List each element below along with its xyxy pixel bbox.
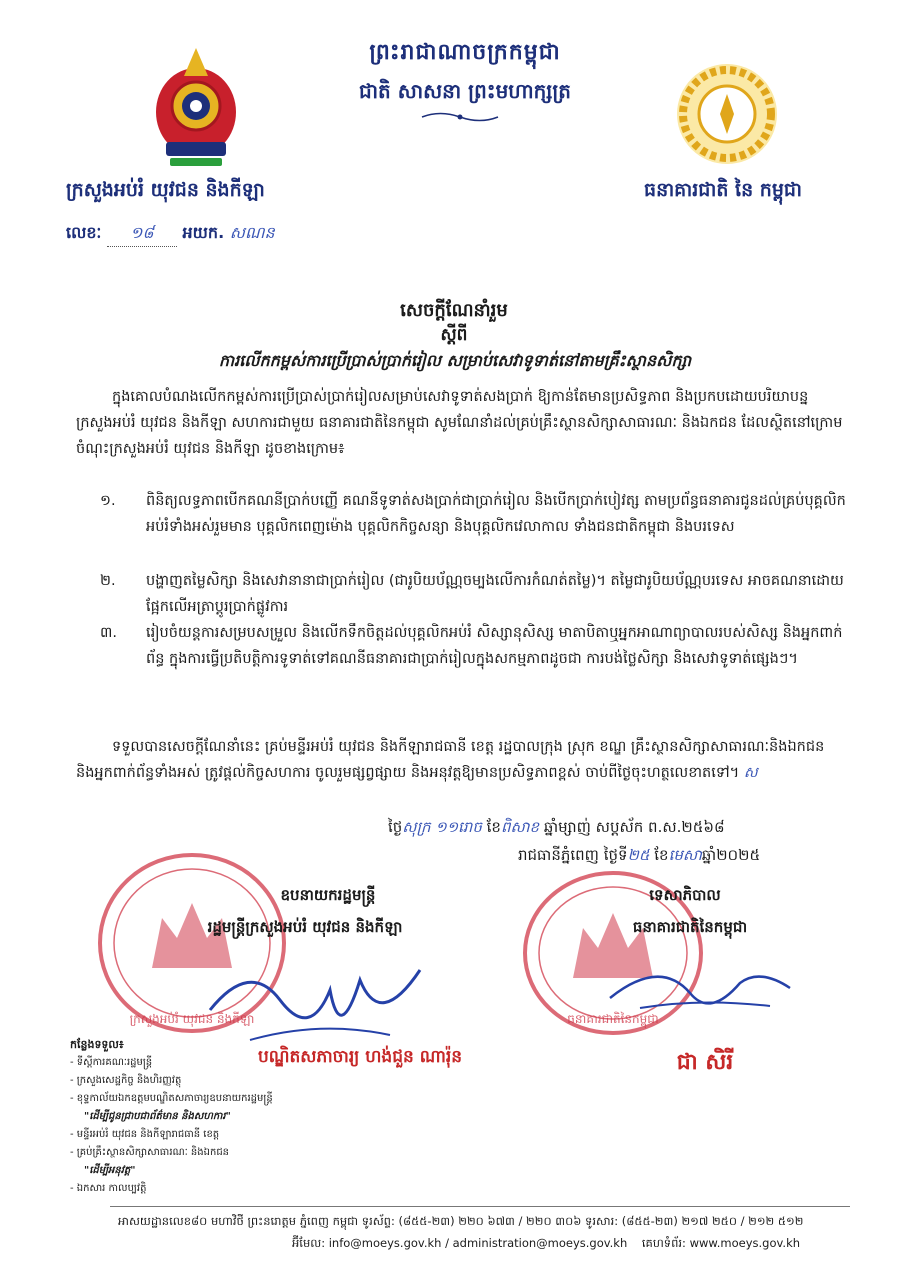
recipient-purpose: "ដើម្បីជូនជ្រាបជាព័ត៌មាន និងសហការ" xyxy=(84,1111,231,1122)
ref-code: សណន xyxy=(229,223,275,242)
right-seal-text: ធនាគារជាតិនៃកម្ពុជា xyxy=(567,1012,659,1026)
solar-day: ២៥ xyxy=(627,846,650,864)
initial-mark: ស xyxy=(743,765,758,781)
recipients-header: កន្លែងទទួល៖ xyxy=(70,1038,124,1051)
lunar-month-label: ខែ xyxy=(486,818,501,836)
website-label: គេហទំព័រ: xyxy=(641,1236,686,1250)
governor-signature-icon xyxy=(600,948,800,1028)
left-signatory-position: រដ្ឋមន្ត្រីក្រសួងអប់រំ យុវជន និងកីឡា xyxy=(207,918,403,936)
lunar-date-prefix: ថ្ងៃ xyxy=(388,818,403,836)
item-text: បង្ហាញតម្លៃសិក្សា និងសេវានានាជាប្រាក់រៀល (ជារូបិយប័ណ្ណចម្បងលើការកំណត់តម្លៃ)។ តម្លៃជារូបិយប័ណ្ណបរទេស អាចគណនាដោយផ្អែកលើអត្រាប្តូរប្រាក់ផ្លូវការ xyxy=(146,573,844,615)
right-signatory-position: ធនាគារជាតិនៃកម្ពុជា xyxy=(632,918,748,936)
email-link[interactable]: info@moeys.gov.kh / administration@moeys.gov.kh xyxy=(328,1236,628,1250)
national-motto: ជាតិ សាសនា ព្រះមហាក្សត្រ xyxy=(359,79,571,103)
solar-year: ឆ្នាំ២០២៥ xyxy=(701,846,761,864)
solar-month: មេសា xyxy=(668,846,702,864)
document-about: ស្តីពី xyxy=(440,325,468,345)
list-item xyxy=(100,620,846,672)
lunar-month: ពិសាខ xyxy=(500,818,540,836)
recipient-item: - ទីស្តីការគណៈរដ្ឋមន្ត្រី xyxy=(70,1057,153,1068)
ministry-emblem-icon xyxy=(148,42,244,170)
recipients-list xyxy=(70,1036,350,1198)
footer-divider xyxy=(110,1206,850,1207)
list-item xyxy=(100,488,846,540)
recipient-item: - ខុទ្ទកាល័យឯកឧត្តមបណ្ឌិតសភាចារ្យឧបនាយករដ្ឋមន្ត្រី xyxy=(70,1093,273,1104)
intro-paragraph: ក្នុងគោលបំណងលើកកម្ពស់ការប្រើប្រាស់ប្រាក់រៀលសម្រាប់សេវាទូទាត់សងប្រាក់ ឱ្យកាន់តែមានប្រសិទ្ធភាព និងប្រកបដោយបរិយាបន្ន ក្រសួងអប់រំ យុវជន និងកីឡា សហការជាមួយ ធនាគារជាតិនៃកម្ពុជា សូមណែនាំដល់គ្រប់គ្រឹះស្ថានសិក្សាសាធារណៈ និងឯកជន ដែលស្ថិតនៅក្រោមចំណុះក្រសួងអប់រំ យុវជន និងកីឡា ដូចខាងក្រោម៖ xyxy=(76,389,843,457)
left-signatory-title: ឧបនាយករដ្ឋមន្ត្រី xyxy=(280,886,376,904)
list-item xyxy=(100,568,846,620)
closing-text: ទទួលបានសេចក្តីណែនាំនេះ គ្រប់មន្ទីរអប់រំ យុវជន និងកីឡារាជធានី ខេត្ត រដ្ឋបាលក្រុង ស្រុក ខណ្ឌ គ្រឹះស្ថានសិក្សាសាធារណៈនិងឯកជន និងអ្នកពាក់ព័ន្ធទាំងអស់ ត្រូវផ្តល់កិច្ចសហការ ចូលរួមផ្សព្វផ្សាយ និងអនុវត្តឱ្យមានប្រសិទ្ធភាពខ្ពស់ ចាប់ពីថ្ងៃចុះហត្ថលេខាតទៅ។ xyxy=(76,739,825,781)
kingdom-title: ព្រះរាជាណាចក្រកម្ពុជា xyxy=(369,40,561,65)
ref-number: ១៨ xyxy=(107,222,177,247)
bank-name: ធនាគារជាតិ នៃ កម្ពុជា xyxy=(644,179,802,201)
item-text: រៀបចំយន្តការសម្របសម្រួល និងលើកទឹកចិត្តដល់បុគ្គលិកអប់រំ សិស្សានុសិស្ស មាតាបិតាឬអ្នកអាណាព្យាបាលរបស់សិស្ស និងអ្នកពាក់ព័ន្ធ ក្នុងការធ្វើប្រតិបត្តិការទូទាត់ទៅគណនីធនាគារជាប្រាក់រៀលក្នុងសកម្មភាពដូចជា ការបង់ថ្លៃសិក្សា និងសេវាទូទាត់ផ្សេងៗ។ xyxy=(146,625,843,667)
governor-name: ជា សិរី xyxy=(676,1050,734,1075)
right-signatory-title: ទេសាភិបាល xyxy=(649,886,721,904)
closing-paragraph xyxy=(76,734,846,786)
solar-month-label: ខែ xyxy=(654,846,669,864)
item-number: ៣. xyxy=(100,625,117,641)
footer-contact xyxy=(292,1236,852,1253)
solar-date xyxy=(518,846,760,868)
recipient-purpose: "ដើម្បីអនុវត្ត" xyxy=(84,1165,136,1176)
footer-address: អាសយដ្ឋានលេខ៨០ មហាវិថី ព្រះនរោត្តម ភ្នំពេញ កម្ពុជា ទូរស័ព្ទ: (៨៥៥-២៣) ២២០ ៦៧៣ / ២២០ ៣០៦ ទូរសារ: (៨៥៥-២៣) ២១៧ ២៥០ / ២១២ ៥១២ xyxy=(118,1214,804,1228)
item-text: ពិនិត្យលទ្ធភាពបើកគណនីប្រាក់បញ្ញើ គណនីទូទាត់សងប្រាក់ជាប្រាក់រៀល និងបើកប្រាក់បៀវត្ស តាមប្រព័ន្ធធនាគារជូនដល់គ្រប់បុគ្គលិកអប់រំទាំងអស់រួមមាន បុគ្គលិកពេញម៉ោង បុគ្គលិកកិច្ចសន្យា និងបុគ្គលិកវេលាកាល ទាំងជនជាតិកម្ពុជា និងបរទេស xyxy=(146,493,846,535)
recipient-item: - មន្ទីរអប់រំ យុវជន និងកីឡារាជធានី ខេត្ត xyxy=(70,1129,220,1140)
email-label: អ៊ីមែល: xyxy=(292,1236,326,1250)
nbc-emblem-icon xyxy=(672,58,782,170)
ref-label: លេខៈ xyxy=(66,223,102,242)
item-number: ២. xyxy=(100,573,116,589)
document-subject: ការលើកកម្ពស់ការប្រើប្រាស់ប្រាក់រៀល សម្រាប់សេវាទូទាត់នៅតាមគ្រឹះស្ថានសិក្សា xyxy=(218,351,692,370)
minister-name: បណ្ឌិតសភាចារ្យ ហង់ជួន ណារ៉ុន xyxy=(257,1047,463,1067)
left-seal-text: ក្រសួងអប់រំ យុវជន និងកីឡា xyxy=(129,1012,255,1026)
reference-number xyxy=(66,222,275,247)
ornament-divider-icon xyxy=(420,110,500,124)
lunar-date xyxy=(388,818,725,840)
lunar-day: សុក្រ ១១រោច xyxy=(402,818,482,836)
ref-suffix: អយក. xyxy=(182,223,225,242)
recipient-item: - គ្រប់គ្រឹះស្ថានសិក្សាសាធារណៈ និងឯកជន xyxy=(70,1147,230,1158)
solar-date-prefix: រាជធានីភ្នំពេញ ថ្ងៃទី xyxy=(518,846,628,864)
recipient-item: - ក្រសួងសេដ្ឋកិច្ច និងហិរញ្ញវត្ថុ xyxy=(70,1075,182,1086)
lunar-year: ឆ្នាំម្សាញ់ សប្តស័ក ព.ស.២៥៦៨ xyxy=(543,818,725,836)
ministry-name: ក្រសួងអប់រំ យុវជន និងកីឡា xyxy=(66,179,265,201)
document-type: សេចក្តីណែនាំរួម xyxy=(400,300,508,321)
recipient-item: - ឯកសារ កាលប្បវត្តិ xyxy=(70,1183,147,1194)
item-number: ១. xyxy=(100,493,116,509)
website-link[interactable]: www.moeys.gov.kh xyxy=(689,1236,801,1250)
